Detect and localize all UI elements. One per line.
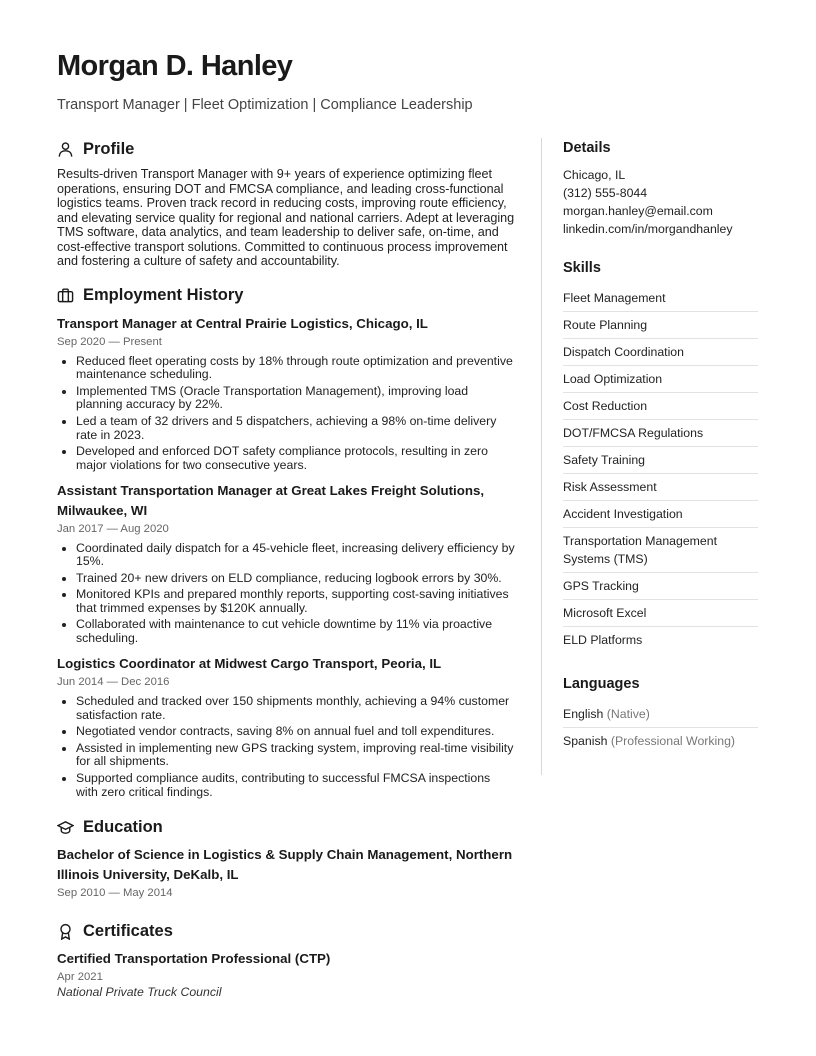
briefcase-icon	[57, 287, 74, 304]
detail-email[interactable]: morgan.hanley@email.com	[563, 204, 713, 218]
employment-heading-row	[57, 285, 515, 307]
skill-item: GPS Tracking	[563, 573, 758, 600]
language-name: Spanish	[563, 734, 608, 748]
skill-item: Fleet Management	[563, 285, 758, 312]
profile-heading-row	[57, 138, 515, 160]
skill-item: Safety Training	[563, 447, 758, 474]
job-bullet: • Led a team of 32 drivers and 5 dispatchers, achieving a 98% on-time delivery rate in 2023.	[76, 415, 515, 443]
sidebar-column	[563, 138, 758, 754]
education-heading: Education	[83, 817, 163, 836]
job-bullets	[57, 355, 515, 473]
skill-item: Cost Reduction	[563, 393, 758, 420]
details-list	[563, 166, 758, 238]
employment-section	[57, 285, 515, 800]
skill-item: Route Planning	[563, 312, 758, 339]
job-entry	[57, 481, 515, 646]
skill-item: Microsoft Excel	[563, 600, 758, 627]
languages-heading: Languages	[563, 676, 640, 692]
skill-item: ELD Platforms	[563, 633, 643, 647]
certificates-section	[57, 920, 515, 999]
certificates-heading-row	[57, 920, 515, 942]
person-icon	[57, 141, 74, 158]
details-section	[563, 138, 758, 238]
language-level: (Professional Working)	[610, 734, 736, 748]
main-column	[57, 138, 515, 999]
job-bullet: • Scheduled and tracked over 150 shipments monthly, achieving a 94% customer satisfaction rate.	[76, 695, 515, 723]
job-bullet: • Monitored KPIs and prepared monthly reports, supporting cost-saving initiatives that trimmed expenses by $120K annually.	[76, 588, 515, 616]
job-bullet: • Developed and enforced DOT safety compliance protocols, resulting in zero major violations for two consecutive years.	[76, 445, 515, 473]
languages-section	[563, 674, 758, 754]
job-bullet: • Coordinated daily dispatch for a 45-vehicle fleet, increasing delivery efficiency by 15%.	[76, 542, 515, 570]
job-bullet: • Collaborated with maintenance to cut vehicle downtime by 11% via proactive scheduling.	[76, 618, 515, 646]
language-name: English	[563, 707, 604, 721]
skills-section	[563, 258, 758, 653]
education-dates: Sep 2010 — May 2014	[57, 887, 173, 900]
education-section	[57, 816, 515, 901]
job-entry	[57, 654, 515, 799]
profile-heading: Profile	[83, 139, 135, 158]
details-heading: Details	[563, 140, 611, 156]
language-level: (Native)	[606, 707, 650, 721]
skill-item: Accident Investigation	[563, 501, 758, 528]
job-bullet: • Assisted in implementing new GPS tracking system, improving real-time visibility for all shipments.	[76, 742, 515, 770]
job-title: Logistics Coordinator at Midwest Cargo Transport, Peoria, IL	[57, 656, 442, 672]
detail-linkedin[interactable]: linkedin.com/in/morgandhanley	[563, 222, 733, 236]
award-ribbon-icon	[57, 923, 74, 940]
job-bullet: • Implemented TMS (Oracle Transportation Management), improving load planning accuracy by 22%.	[76, 385, 515, 413]
job-bullets	[57, 695, 515, 799]
job-bullets	[57, 542, 515, 646]
job-bullet: • Reduced fleet operating costs by 18% through route optimization and preventive maintenance scheduling.	[76, 355, 515, 383]
candidate-subtitle: Transport Manager | Fleet Optimization | Compliance Leadership	[57, 97, 473, 113]
job-dates: Jun 2014 — Dec 2016	[57, 676, 170, 689]
skills-heading: Skills	[563, 260, 601, 276]
degree-title: Bachelor of Science in Logistics & Supply Chain Management, Northern Illinois University, DeKalb, IL	[57, 847, 513, 883]
detail-phone: (312) 555-8044	[563, 186, 648, 200]
education-heading-row	[57, 816, 515, 838]
job-entry	[57, 314, 515, 473]
skill-item: DOT/FMCSA Regulations	[563, 420, 758, 447]
skill-item: Risk Assessment	[563, 474, 758, 501]
job-title: Transport Manager at Central Prairie Logistics, Chicago, IL	[57, 315, 428, 331]
certificate-date: Apr 2021	[57, 971, 103, 984]
graduation-cap-icon	[57, 819, 74, 836]
language-item	[563, 728, 758, 754]
certificate-issuer: National Private Truck Council	[57, 985, 222, 1000]
job-title: Assistant Transportation Manager at Great Lakes Freight Solutions, Milwaukee, WI	[57, 482, 485, 518]
candidate-name: Morgan D. Hanley	[57, 50, 293, 82]
skill-item: Transportation Management Systems (TMS)	[563, 528, 758, 573]
job-dates: Jan 2017 — Aug 2020	[57, 522, 169, 535]
detail-location: Chicago, IL	[563, 168, 626, 182]
certificate-title: Certified Transportation Professional (CTP)	[57, 951, 331, 967]
column-divider	[541, 138, 542, 775]
job-bullet: • Negotiated vendor contracts, saving 8% on annual fuel and toll expenditures.	[76, 725, 515, 739]
profile-summary: Results-driven Transport Manager with 9+ years of experience optimizing fleet operations, ensuring DOT and FMCSA compliance, and leading cross-functional logistics teams. Proven track record in reducing costs, improving route efficiency, and elevating service quality for regional and national carriers. Adept at leveraging TMS software, data analytics, and team leadership to deliver safe, on-time, and cost-effective transport solutions. Committed to continuous process improvement and fostering a culture of safety and accountability.	[57, 167, 515, 268]
job-dates: Sep 2020 — Present	[57, 335, 162, 348]
skill-item: Load Optimization	[563, 366, 758, 393]
certificates-heading: Certificates	[83, 921, 173, 940]
languages-list	[563, 701, 758, 754]
language-item	[563, 701, 758, 728]
profile-section	[57, 138, 515, 269]
employment-heading: Employment History	[83, 286, 244, 304]
job-bullet: • Supported compliance audits, contributing to successful FMCSA inspections with zero critical findings.	[76, 772, 515, 800]
skill-item: Dispatch Coordination	[563, 339, 758, 366]
skills-list	[563, 285, 758, 653]
job-bullet: • Trained 20+ new drivers on ELD compliance, reducing logbook errors by 30%.	[76, 572, 515, 586]
